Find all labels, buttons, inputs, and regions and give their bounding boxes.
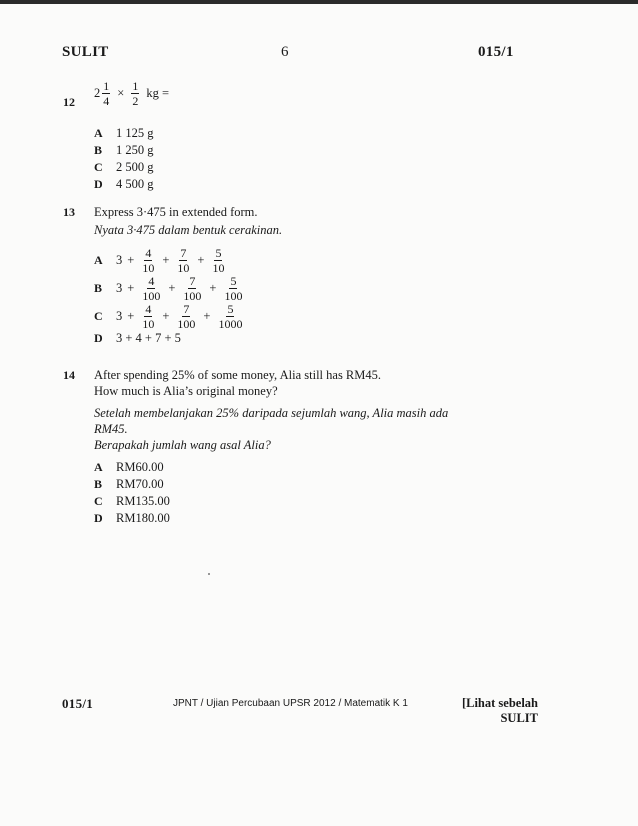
- footer-turn-over: [420, 696, 538, 726]
- option-a[interactable]: A 1 125 g: [94, 126, 154, 140]
- times-sign: ×: [117, 86, 125, 100]
- page-number: 6: [281, 44, 289, 60]
- option-b[interactable]: B 1 250 g: [94, 143, 154, 157]
- option-a[interactable]: A 3 + $\frac{4}{10}$ + $\frac{7}{10}$ + $\frac{5}{10}$: [94, 246, 225, 275]
- footer-paper-code: 015/1: [62, 696, 94, 711]
- option-a[interactable]: A RM60.00: [94, 460, 164, 474]
- option-c[interactable]: C RM135.00: [94, 494, 170, 508]
- q12-unit-equals: kg =: [146, 86, 169, 100]
- footer-classification: SULIT: [500, 711, 538, 725]
- q14-text-ms-1: Setelah membelanjakan 25% daripada sejumlah wang, Alia masih ada: [94, 406, 449, 420]
- scan-speck: [208, 573, 210, 575]
- scan-edge: [0, 0, 638, 4]
- question-number: 14: [63, 368, 75, 382]
- q12-fraction-1: $\frac{1}{4}$: [103, 79, 110, 108]
- header-classification: SULIT: [62, 44, 109, 60]
- option-b[interactable]: B 3 + $\frac{4}{100}$ + $\frac{7}{100}$ + $\frac{5}{100}$: [94, 274, 243, 303]
- q13-text-en: Express 3·475 in extended form.: [94, 205, 258, 219]
- option-d[interactable]: D RM180.00: [94, 511, 170, 525]
- option-d[interactable]: D 4 500 g: [94, 177, 154, 191]
- header-paper-code: 015/1: [478, 44, 514, 60]
- option-c[interactable]: C 3 + $\frac{4}{10}$ + $\frac{7}{100}$ + $\frac{5}{1000}$: [94, 302, 243, 331]
- q14-options: [94, 458, 170, 526]
- option-b[interactable]: B RM70.00: [94, 477, 164, 491]
- q14-text-ms-2: RM45.: [94, 422, 128, 436]
- footer-turn-over-text: [Lihat sebelah: [461, 696, 538, 710]
- q12-whole: 2: [94, 86, 101, 100]
- q14-text-en-1: After spending 25% of some money, Alia still has RM45.: [94, 368, 382, 382]
- question-number: 12: [63, 95, 75, 109]
- question-number: 13: [63, 205, 75, 219]
- footer-exam-title: JPNT / Ujian Percubaan UPSR 2012 / Matematik K 1: [173, 698, 408, 709]
- q14-text-ms-3: Berapakah jumlah wang asal Alia?: [94, 438, 271, 452]
- option-d[interactable]: D 3 + 4 + 7 + 5: [94, 331, 181, 345]
- q14-text-en-2: How much is Alia’s original money?: [94, 384, 278, 398]
- q12-expression: [94, 80, 169, 107]
- option-c[interactable]: C 2 500 g: [94, 160, 154, 174]
- q12-fraction-2: $\frac{1}{2}$: [132, 79, 139, 108]
- q12-options: [94, 124, 154, 192]
- q13-text-ms: Nyata 3·475 dalam bentuk cerakinan.: [94, 223, 283, 237]
